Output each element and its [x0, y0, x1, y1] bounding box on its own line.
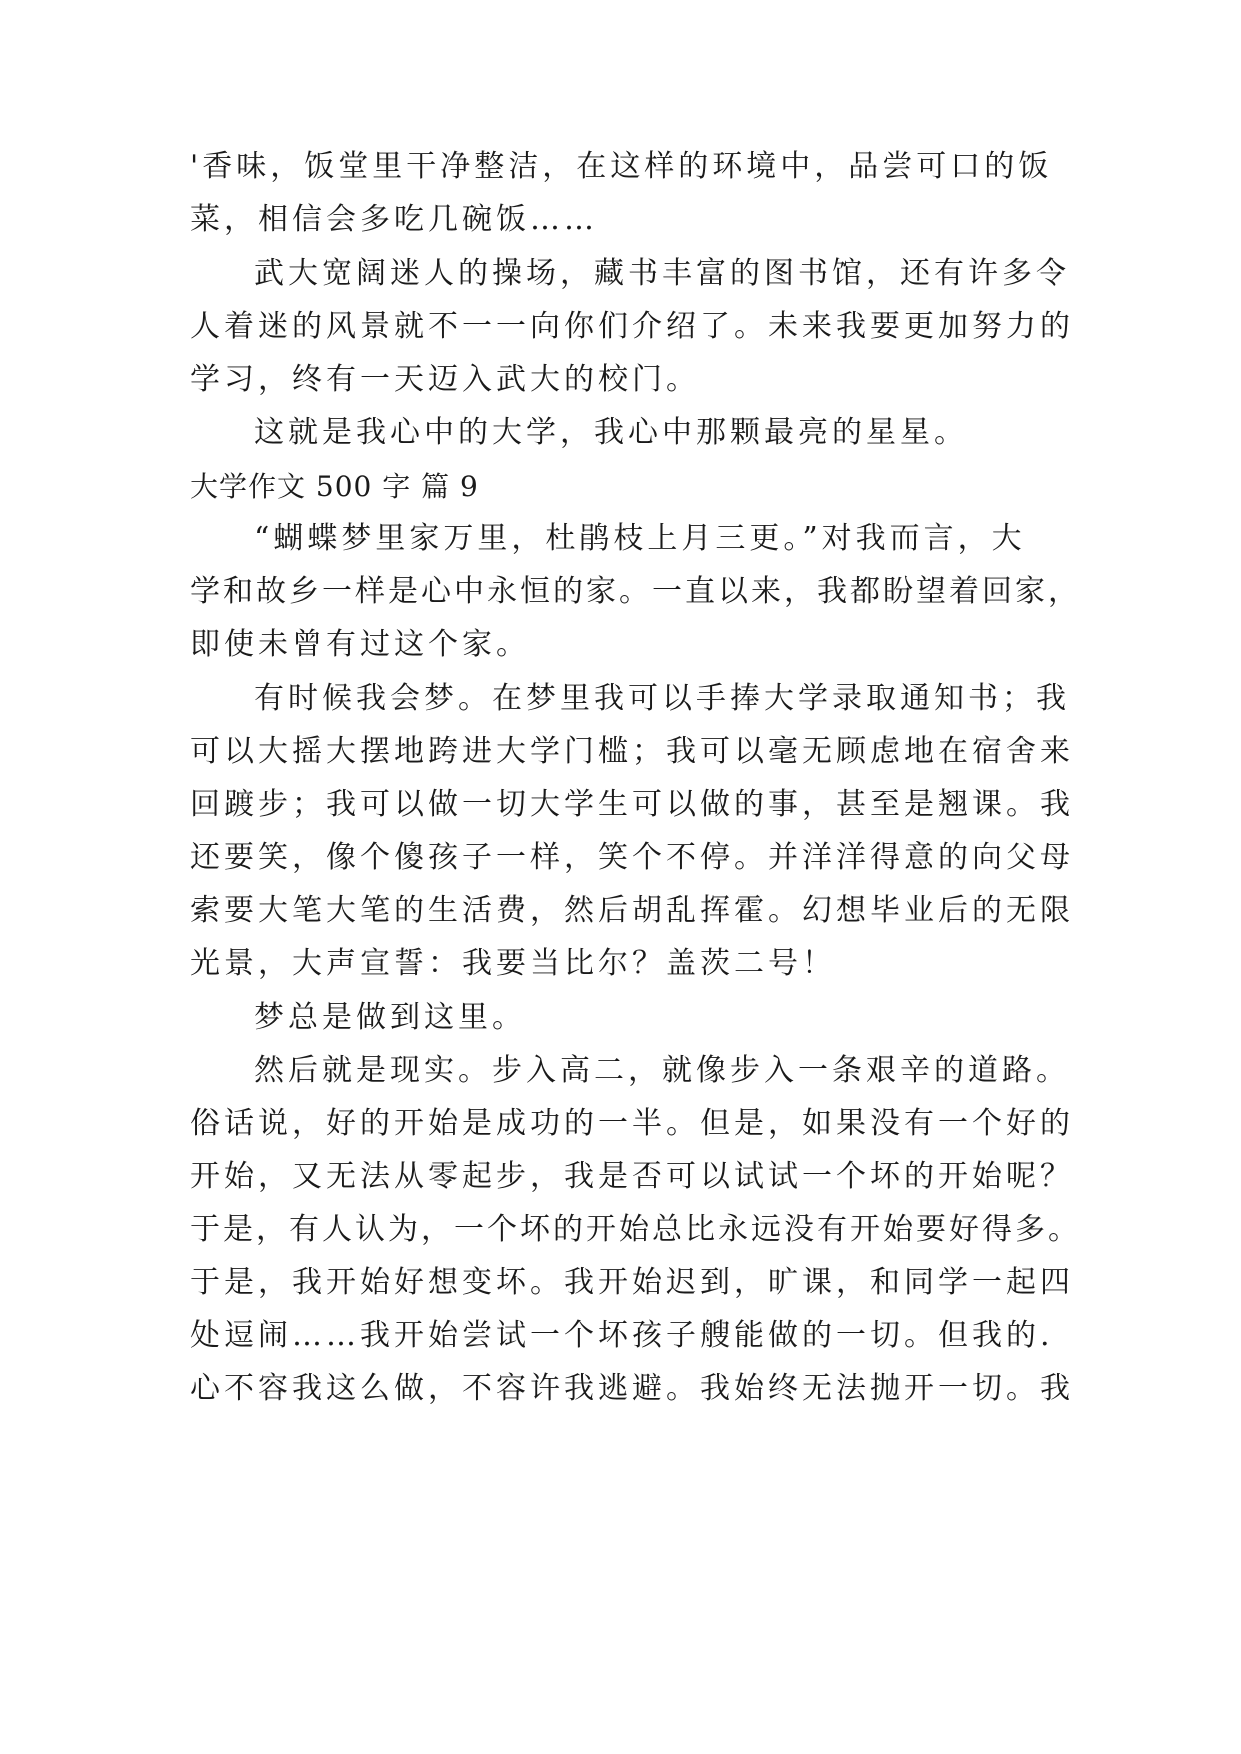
text-line: 于是，我开始好想变坏。我开始迟到，旷课，和同学一起四 — [190, 1265, 1074, 1300]
text-line: 即使未曾有过这个家。 — [190, 627, 530, 662]
text-line: 回踱步；我可以做一切大学生可以做的事，甚至是翘课。我 — [190, 787, 1074, 822]
text-line: 心不容我这么做，不容许我逃避。我始终无法抛开一切。我 — [190, 1371, 1074, 1406]
text-line: 学习，终有一天迈入武大的校门。 — [190, 362, 700, 397]
text-line: 武大宽阔迷人的操场，藏书丰富的图书馆，还有许多令 — [254, 256, 1070, 291]
text-line: 索要大笔大笔的生活费，然后胡乱挥霍。幻想毕业后的无限 — [190, 893, 1074, 928]
text-line: 处逗闹……我开始尝试一个坏孩子艘能做的一切。但我的. — [190, 1318, 1054, 1353]
text-line: 开始，又无法从零起步，我是否可以试试一个坏的开始呢？ — [190, 1159, 1074, 1194]
text-line: 这就是我心中的大学，我心中那颗最亮的星星。 — [254, 415, 968, 450]
text-line: 有时候我会梦。在梦里我可以手捧大学录取通知书；我 — [254, 681, 1070, 716]
text-line: 俗话说，好的开始是成功的一半。但是，如果没有一个好的 — [190, 1106, 1074, 1141]
section-heading: 大学作文 500 字 篇 9 — [190, 470, 479, 503]
text-line: 于是，有人认为，一个坏的开始总比永远没有开始要好得多。 — [190, 1212, 1081, 1247]
text-line: “蝴蝶梦里家万里，杜鹃枝上月三更。”对我而言，大 — [254, 521, 1026, 556]
text-line: 梦总是做到这里。 — [254, 1000, 526, 1035]
text-line: 学和故乡一样是心中永恒的家。一直以来，我都盼望着回家， — [190, 574, 1081, 609]
text-line: 菜，相信会多吃几碗饭…… — [190, 202, 598, 237]
text-line: 人着迷的风景就不一一向你们介绍了。未来我要更加努力的 — [190, 309, 1074, 344]
text-line: '香味，饭堂里干净整洁，在这样的环境中，品尝可口的饭 — [190, 149, 1053, 184]
text-line: 光景，大声宣誓：我要当比尔？盖茨二号！ — [190, 946, 836, 981]
text-line: 可以大摇大摆地跨进大学门槛；我可以毫无顾虑地在宿舍来 — [190, 734, 1074, 769]
text-line: 还要笑，像个傻孩子一样，笑个不停。并洋洋得意的向父母 — [190, 840, 1074, 875]
text-line: 然后就是现实。步入高二，就像步入一条艰辛的道路。 — [254, 1053, 1070, 1088]
